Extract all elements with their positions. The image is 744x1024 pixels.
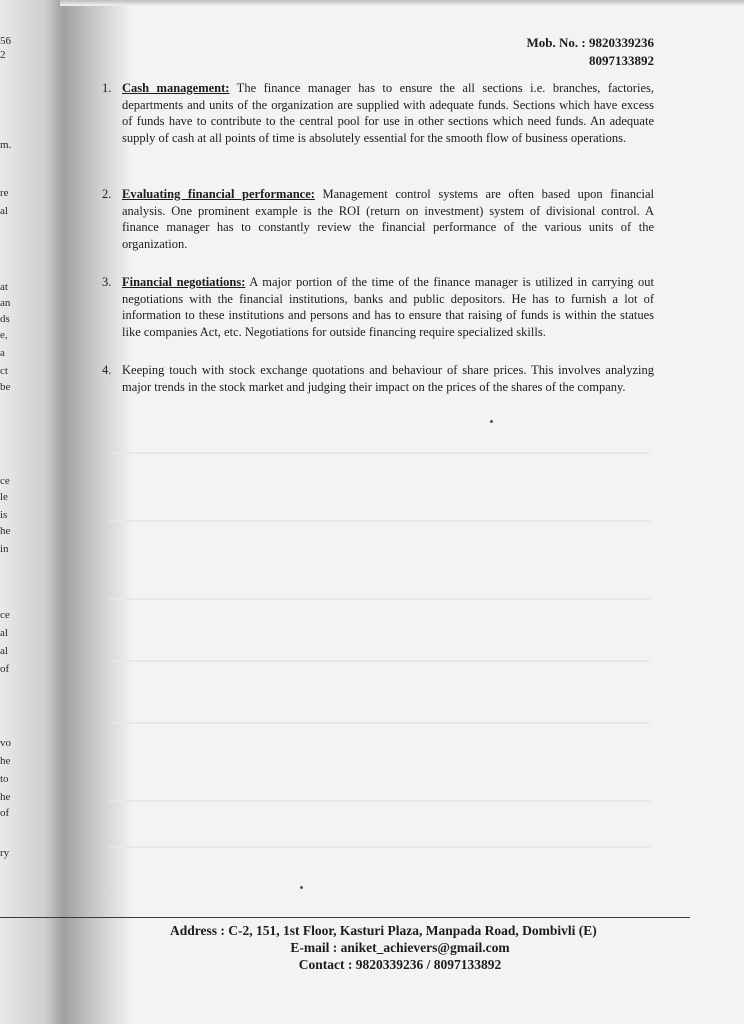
prev-fragment: 56: [0, 35, 11, 47]
prev-fragment: he: [0, 755, 11, 767]
prev-fragment: e,: [0, 329, 8, 341]
item-body: [122, 274, 654, 340]
item-heading: Evaluating financial performance:: [122, 187, 315, 201]
prev-fragment: of: [0, 807, 10, 819]
list-item-stock-exchange: [102, 362, 654, 395]
prev-fragment: to: [0, 773, 9, 785]
item-text: Management control systems are often based upon financial analysis. One prominent example is the ROI (return on investment) system of divisional control. A finance manager has to constantly review the financial performance of the various units of the organization.: [122, 187, 654, 251]
prev-fragment: he: [0, 791, 11, 803]
prev-fragment: ry: [0, 847, 10, 859]
footer-email: E-mail : aniket_achievers@gmail.com: [290, 940, 510, 955]
mobile-number-1: 9820339236: [589, 35, 654, 50]
prev-fragment: ct: [0, 365, 8, 377]
footer-contact-block: [150, 922, 650, 973]
list-item-evaluating-financial-performance: [102, 186, 654, 252]
item-number: 2.: [102, 187, 112, 201]
bleed-through-line: [110, 520, 650, 522]
page-gutter-shadow: [60, 0, 132, 1024]
prev-fragment: 2: [0, 49, 6, 61]
prev-fragment: ce: [0, 475, 10, 487]
prev-fragment: al: [0, 205, 8, 217]
item-number: 4.: [102, 363, 112, 377]
prev-fragment: ds: [0, 313, 10, 325]
bleed-through-line: [110, 660, 650, 662]
bleed-through-line: [110, 846, 650, 848]
speck: [300, 886, 303, 889]
prev-fragment: a: [0, 347, 5, 359]
item-number: 1.: [102, 81, 112, 95]
footer-rule: [0, 917, 690, 918]
list-item-cash-management: [102, 80, 654, 146]
item-heading: Cash management:: [122, 81, 230, 95]
prev-fragment: be: [0, 381, 11, 393]
item-heading: Financial negotiations:: [122, 275, 246, 289]
prev-fragment: vo: [0, 737, 11, 749]
document-page: [60, 0, 744, 1024]
item-text: A major portion of the time of the finance manager is utilized in carrying out negotiations with the financial institutions, banks and public depositors. He has to furnish a lot of information to these institutions and persons and has to ensure that raising of funds is within the statues like companies Act, etc. Negotiations for outside financing require specialized skills.: [122, 275, 654, 339]
prev-fragment: in: [0, 543, 9, 555]
mobile-numbers-header: [527, 34, 654, 70]
page-top-edge: [60, 0, 744, 6]
mobile-number-line-1: [527, 34, 654, 52]
prev-fragment: re: [0, 187, 9, 199]
footer-contact: Contact : 9820339236 / 8097133892: [298, 957, 502, 972]
prev-fragment: ce: [0, 609, 10, 621]
item-body: [122, 362, 654, 395]
footer-address: Address : C-2, 151, 1st Floor, Kasturi Plaza, Manpada Road, Dombivli (E): [170, 923, 597, 938]
bleed-through-line: [110, 598, 650, 600]
bleed-through-line: [110, 452, 650, 454]
item-number: 3.: [102, 275, 112, 289]
prev-fragment: al: [0, 645, 8, 657]
prev-fragment: m.: [0, 139, 12, 151]
prev-fragment: le: [0, 491, 8, 503]
item-text: The finance manager has to ensure the all sections i.e. branches, factories, departments and units of the organization are supplied with adequate funds. Sections which have excess of funds have to contribute to the central pool for use in other sections which need funds. An adequate supply of cash at all points of time is absolutely essential for the smooth flow of business operations.: [122, 81, 654, 145]
mobile-number-2: 8097133892: [589, 53, 654, 68]
bleed-through-line: [110, 722, 650, 724]
prev-fragment: al: [0, 627, 8, 639]
prev-fragment: at: [0, 281, 8, 293]
bleed-through-line: [110, 800, 650, 802]
previous-page-edge: [0, 0, 64, 1024]
mobile-label: Mob. No. :: [526, 35, 586, 50]
prev-fragment: of: [0, 663, 10, 675]
list-item-financial-negotiations: [102, 274, 654, 340]
prev-fragment: he: [0, 525, 11, 537]
item-body: [122, 186, 654, 252]
prev-fragment: an: [0, 297, 11, 309]
prev-fragment: is: [0, 509, 8, 521]
item-body: [122, 80, 654, 146]
speck: [490, 420, 493, 423]
item-text: Keeping touch with stock exchange quotations and behaviour of share prices. This involves analyzing major trends in the stock market and judging their impact on the prices of the shares of the company.: [122, 363, 654, 394]
